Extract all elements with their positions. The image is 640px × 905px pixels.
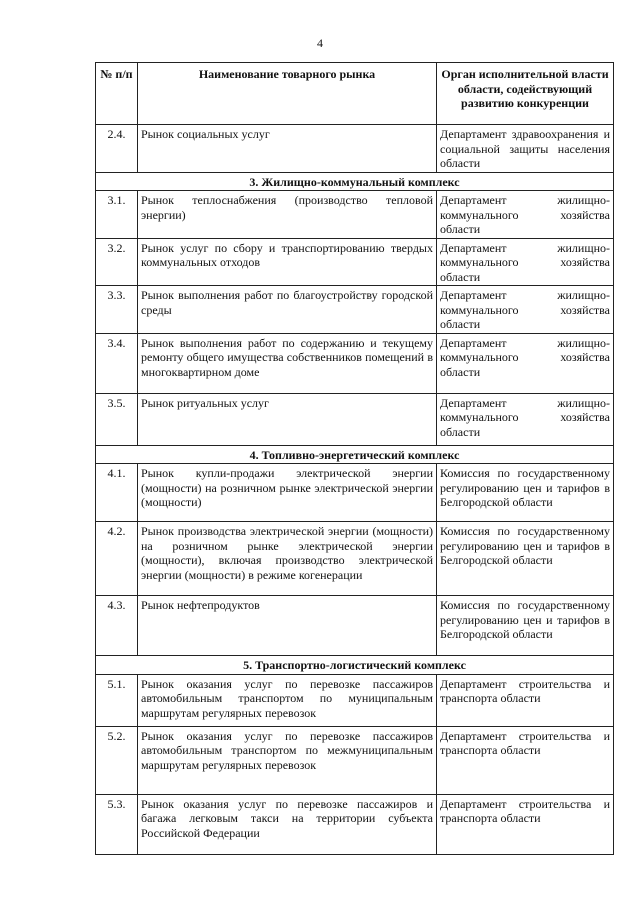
table-row (96, 286, 614, 334)
table-row (96, 522, 614, 596)
row-market-name: Рынок выполнения работ по благоустройству городской среды (138, 286, 437, 334)
row-organ: Департамент жилищно-коммунального хозяйства области (437, 393, 614, 445)
row-market-name: Рынок оказания услуг по перевозке пассажиров автомобильным транспортом по муниципальным маршрутам регулярных перевозок (138, 674, 437, 726)
table-row (96, 464, 614, 522)
section-row (96, 172, 614, 191)
table-header (96, 63, 614, 125)
row-market-name: Рынок теплоснабжения (производство тепловой энергии) (138, 191, 437, 239)
row-num: 2.4. (96, 125, 138, 173)
row-organ: Департамент жилищно-коммунального хозяйства области (437, 238, 614, 286)
table-row (96, 191, 614, 239)
section-row (96, 445, 614, 464)
row-num: 4.1. (96, 464, 138, 522)
row-num: 3.2. (96, 238, 138, 286)
section-title: 5. Транспортно-логистический комплекс (96, 656, 614, 675)
row-market-name: Рынок купли-продажи электрической энергии (мощности) на розничном рынке электрической энергии (мощности) (138, 464, 437, 522)
header-org: Орган исполнительной власти области, содействующий развитию конкуренции (437, 63, 614, 125)
row-organ: Комиссия по государственному регулированию цен и тарифов в Белгородской области (437, 464, 614, 522)
row-organ: Департамент здравоохранения и социальной защиты населения области (437, 125, 614, 173)
table-row (96, 125, 614, 173)
table-row (96, 393, 614, 445)
section-title: 4. Топливно-энергетический комплекс (96, 445, 614, 464)
row-organ: Комиссия по государственному регулированию цен и тарифов в Белгородской области (437, 522, 614, 596)
row-market-name: Рынок оказания услуг по перевозке пассажиров и багажа легковым такси на территории субъекта Российской Федерации (138, 794, 437, 854)
row-market-name: Рынок социальных услуг (138, 125, 437, 173)
row-num: 4.2. (96, 522, 138, 596)
row-num: 3.3. (96, 286, 138, 334)
row-num: 5.2. (96, 726, 138, 794)
table-body (96, 125, 614, 855)
table-row (96, 333, 614, 393)
row-num: 5.1. (96, 674, 138, 726)
row-organ: Департамент строительства и транспорта области (437, 794, 614, 854)
page-number: 4 (317, 36, 323, 50)
table-row (96, 726, 614, 794)
row-organ: Департамент жилищно-коммунального хозяйства области (437, 333, 614, 393)
table-row (96, 238, 614, 286)
row-organ: Департамент жилищно-коммунального хозяйства области (437, 286, 614, 334)
row-organ: Департамент строительства и транспорта области (437, 726, 614, 794)
row-num: 3.1. (96, 191, 138, 239)
row-market-name: Рынок ритуальных услуг (138, 393, 437, 445)
section-row (96, 656, 614, 675)
row-market-name: Рынок нефтепродуктов (138, 596, 437, 656)
row-num: 3.4. (96, 333, 138, 393)
row-market-name: Рынок выполнения работ по содержанию и текущему ремонту общего имущества собственников помещений в многоквартирном доме (138, 333, 437, 393)
table-row (96, 596, 614, 656)
header-name: Наименование товарного рынка (138, 63, 437, 125)
header-num: № п/п (96, 63, 138, 125)
row-market-name: Рынок производства электрической энергии (мощности) на розничном рынке электрической энергии (мощности), включая производство электрической энергии (мощности) в режиме когенерации (138, 522, 437, 596)
row-num: 4.3. (96, 596, 138, 656)
row-organ: Комиссия по государственному регулированию цен и тарифов в Белгородской области (437, 596, 614, 656)
row-num: 3.5. (96, 393, 138, 445)
row-market-name: Рынок услуг по сбору и транспортированию твердых коммунальных отходов (138, 238, 437, 286)
row-num: 5.3. (96, 794, 138, 854)
table-row (96, 674, 614, 726)
row-organ: Департамент жилищно-коммунального хозяйства области (437, 191, 614, 239)
row-organ: Департамент строительства и транспорта области (437, 674, 614, 726)
row-market-name: Рынок оказания услуг по перевозке пассажиров автомобильным транспортом по межмуниципальным маршрутам регулярных перевозок (138, 726, 437, 794)
section-title: 3. Жилищно-коммунальный комплекс (96, 172, 614, 191)
table-row (96, 794, 614, 854)
markets-table (95, 62, 614, 855)
